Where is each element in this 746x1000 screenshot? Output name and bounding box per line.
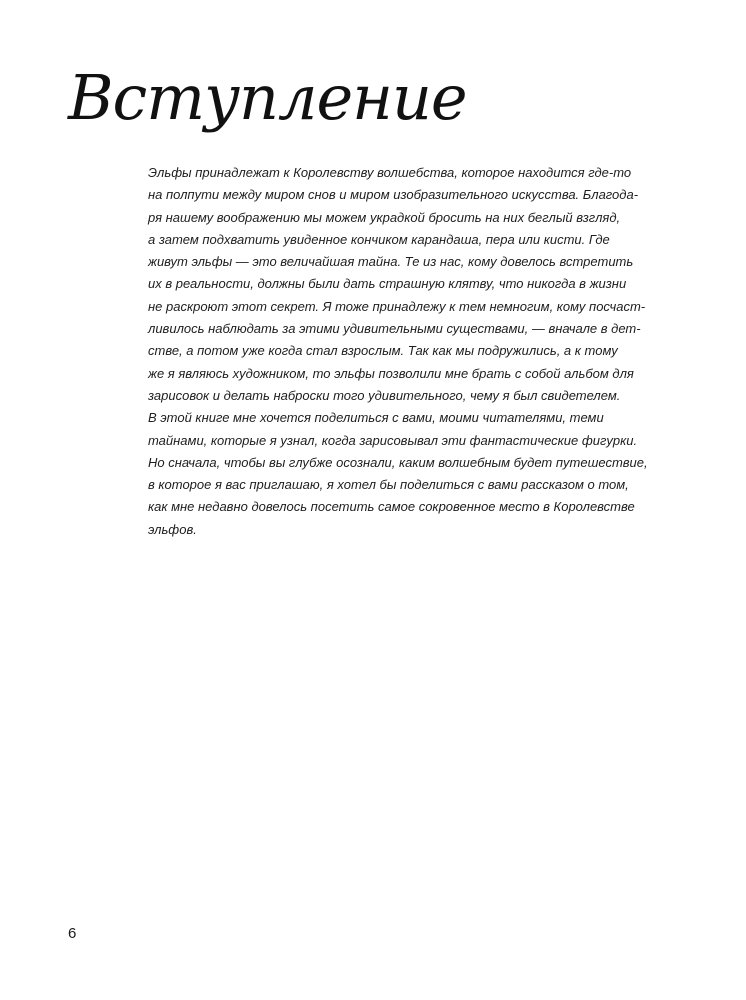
text-line: стве, а потом уже когда стал взрослым. Так как мы подружились, а к тому [148, 343, 618, 359]
text-line: Эльфы принадлежат к Королевству волшебства, которое находится где-то [148, 165, 632, 180]
text-line: не раскроют этот секрет. Я тоже принадлежу к тем немногим, кому посчаст- [148, 298, 646, 314]
text-line: В этой книге мне хочется поделиться с вами, моими читателями, теми [148, 410, 604, 426]
text-line: ливилось наблюдать за этими удивительными существами, — вначале в дет- [148, 321, 641, 337]
text-line: их в реальности, должны были дать страшную клятву, что никогда в жизни [148, 276, 627, 292]
text-line: на полпути между миром снов и миром изобразительного искусства. Благода- [148, 187, 639, 203]
chapter-title: Вступление [68, 61, 467, 134]
text-line: живут эльфы — это величайшая тайна. Те из нас, кому довелось встретить [148, 254, 634, 270]
text-line: а затем подхватить увиденное кончиком карандаша, пера или кисти. Где [148, 231, 610, 247]
page-number: 6 [68, 925, 77, 942]
text-line: тайнами, которые я узнал, когда зарисовывал эти фантастические фигурки. [148, 432, 638, 448]
text-line: как мне недавно довелось посетить самое сокровенное место в Королевстве [148, 499, 635, 515]
text-line: же я являюсь художником, то эльфы позволили мне брать с собой альбом для [148, 365, 634, 381]
text-line: зарисовок и делать наброски того удивительного, чему я был свидетелем. [148, 387, 621, 403]
text-line: Но сначала, чтобы вы глубже осознали, каким волшебным будет путешествие, [148, 454, 648, 470]
text-line: в которое я вас приглашаю, я хотел бы поделиться с вами рассказом о том, [148, 477, 629, 493]
text-line: эльфов. [148, 521, 197, 537]
text-line: ря нашему воображению мы можем украдкой бросить на них беглый взгляд, [148, 209, 621, 225]
intro-paragraph [148, 162, 648, 541]
